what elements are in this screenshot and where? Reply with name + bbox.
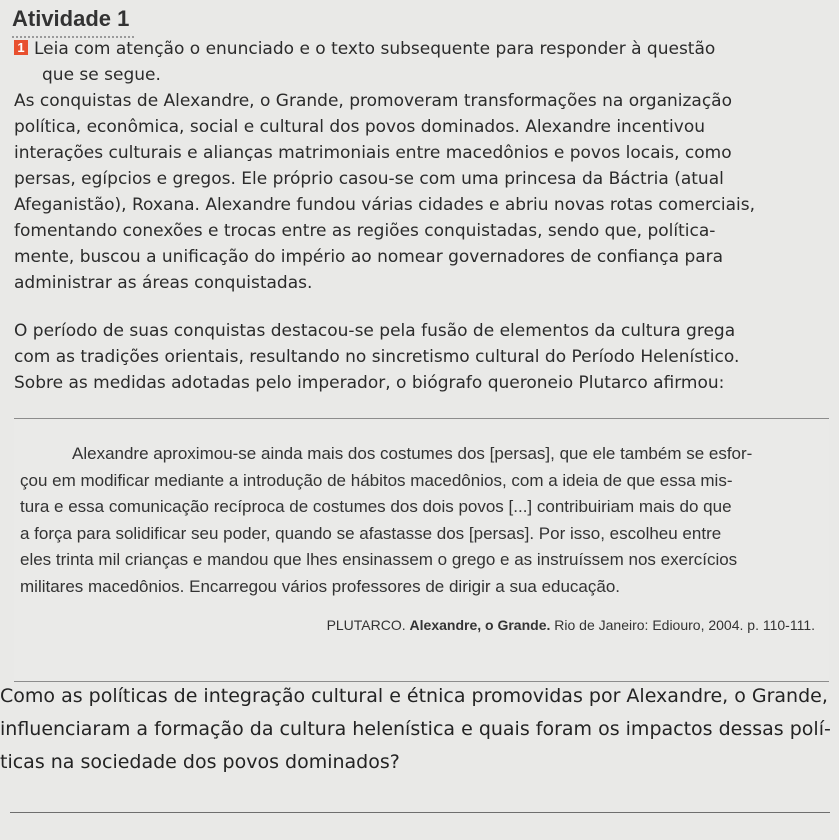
question-line: influenciaram a formação da cultura helenística e quais foram os impactos dessas polí- [0,718,831,740]
paragraph-1-line: mente, buscou a unificação do império ao nomear governadores de confiança para [14,247,724,267]
paragraph-1-line: interações culturais e alianças matrimoniais entre macedônios e povos locais, como [14,143,732,163]
activity-heading: Atividade 1 [12,6,134,38]
question-line: ticas na sociedade dos povos dominados? [0,751,400,773]
quotation-box [14,418,829,682]
source-details: Rio de Janeiro: Ediouro, 2004. p. 110-111. [554,617,815,633]
quotation-source [327,617,815,633]
quotation-text [20,441,752,601]
paragraph-1-line: As conquistas de Alexandre, o Grande, promoveram transformações na organização [14,91,732,111]
quotation-line: eles trinta mil crianças e mandou que lhes ensinassem o grego e as instruíssem nos exercícios [20,550,738,570]
quotation-line: çou em modificar mediante a introdução de hábitos macedônios, com a ideia de que essa mis- [20,470,733,490]
paragraph-2-line: com as tradições orientais, resultando no sincretismo cultural do Período Helenístico. [14,347,740,367]
question-prompt [0,680,831,779]
quotation-line: militares macedônios. Encarregou vários professores de dirigir a sua educação. [20,576,621,596]
instruction-line-2: que se segue. [42,65,161,85]
quotation-line: a força para solidificar seu poder, quando se afastasse dos [persas]. Por isso, escolheu entre [20,523,722,543]
question-line: Como as políticas de integração cultural e étnica promovidas por Alexandre, o Grande, [0,685,828,707]
instruction-line-1 [14,36,833,62]
answer-line[interactable] [10,812,830,813]
source-author: PLUTARCO. [326,617,406,633]
question-number-badge: 1 [14,40,28,55]
quotation-line: Alexandre aproximou-se ainda mais dos costumes dos [persas], que ele também se esfor- [72,444,753,463]
quotation-line: tura e essa comunicação recíproca de costumes dos dois povos [...] contribuiriam mais do que [20,497,732,517]
instruction-text-1: Leia com atenção o enunciado e o texto subsequente para responder à questão [34,39,716,59]
paragraph-1-line: persas, egípcios e gregos. Ele próprio casou-se com uma princesa da Báctria (atual [14,169,724,189]
paragraph-1-line: Afeganistão), Roxana. Alexandre fundou várias cidades e abriu novas rotas comerciais, [14,195,756,215]
paragraph-1-line: fomentando conexões e trocas entre as regiões conquistadas, sendo que, política- [14,221,716,241]
paragraph-1-line: administrar as áreas conquistadas. [14,273,313,293]
paragraph-1 [14,88,833,296]
source-title: Alexandre, o Grande. [409,617,551,633]
paragraph-1-line: política, econômica, social e cultural dos povos dominados. Alexandre incentivou [14,117,706,137]
paragraph-2-line: Sobre as medidas adotadas pelo imperador, o biógrafo queroneio Plutarco afirmou: [14,373,725,393]
paragraph-2-line: O período de suas conquistas destacou-se pela fusão de elementos da cultura grega [14,321,736,341]
paragraph-2 [14,318,833,396]
